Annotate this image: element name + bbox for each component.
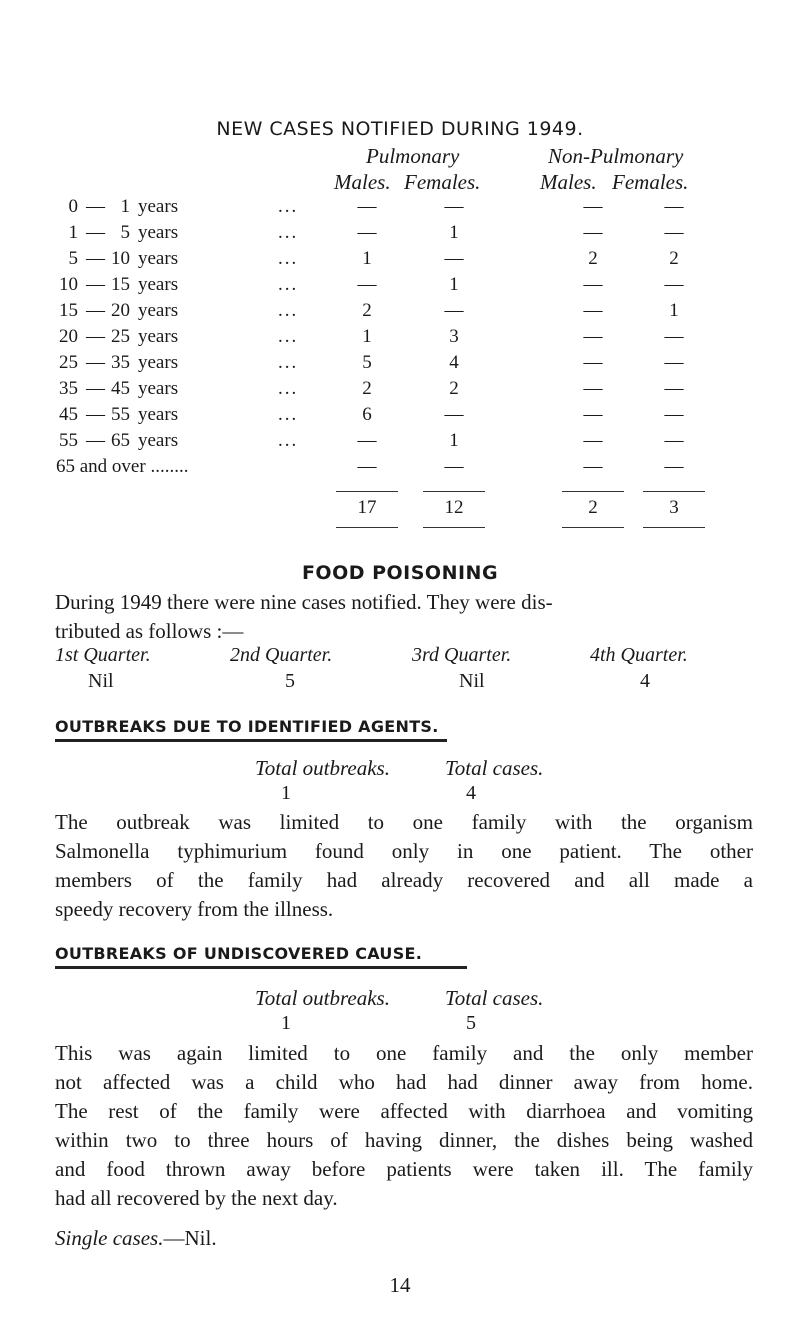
food-poisoning-intro (55, 588, 753, 646)
leader-dots: ... (278, 378, 299, 399)
pulmonary-males-cell: — (357, 430, 377, 451)
age-unit: years (138, 222, 179, 243)
paragraph-line: within two to three hours of having dinner, the dishes being washed (55, 1128, 753, 1152)
pulmonary-males-cell: — (357, 456, 377, 477)
nonpulmonary-males-cell: — (583, 430, 603, 451)
nonpulmonary-females-cell: — (664, 430, 684, 451)
age-to: 20 (111, 300, 130, 321)
nonpulmonary-females-cell: — (664, 326, 684, 347)
nonpulmonary-females-cell: — (664, 196, 684, 217)
identified-total-cases: 4 (466, 782, 476, 804)
pulmonary-females-cell: 3 (449, 326, 459, 347)
age-from: 45 (59, 404, 78, 425)
age-to: 35 (111, 352, 130, 373)
pulmonary-females-cell: — (444, 456, 464, 477)
pulmonary-males-cell: 2 (362, 300, 372, 321)
age-to: 25 (111, 326, 130, 347)
nonpulmonary-females-cell: — (664, 456, 684, 477)
paragraph-line: Salmonella typhimurium found only in one patient. The other (55, 839, 753, 863)
age-from: 20 (59, 326, 78, 347)
pulmonary-females-total: 12 (444, 497, 464, 518)
quarter-label: 1st Quarter. (55, 644, 151, 666)
nonpulmonary-females-cell: 2 (669, 248, 679, 269)
intro-line: During 1949 there were nine cases notified. They were dis- (55, 590, 553, 614)
col-nonpulmonary-males: Males. (540, 170, 597, 194)
food-poisoning-heading: FOOD POISONING (301, 562, 499, 584)
nonpulmonary-males-cell: — (583, 196, 603, 217)
single-cases-line (55, 1226, 217, 1251)
age-unit: years (138, 404, 179, 425)
table-row: 0 — 1 years ... — — — — (0, 196, 800, 222)
table-row: 55 — 65 years ... — 1 — — (0, 430, 800, 456)
quarter-label: 3rd Quarter. (412, 644, 512, 666)
identified-agents-heading: OUTBREAKS DUE TO IDENTIFIED AGENTS. (55, 717, 439, 736)
age-to: 65 (111, 430, 130, 451)
page-number: 14 (389, 1273, 411, 1297)
pulmonary-females-cell: 2 (449, 378, 459, 399)
leader-dots: ... (278, 300, 299, 321)
age-from: 10 (59, 274, 78, 295)
undiscovered-total-outbreaks-label: Total outbreaks. (255, 986, 390, 1010)
quarter-label: 2nd Quarter. (230, 644, 333, 666)
paragraph-line: This was again limited to one family and the only member (55, 1041, 753, 1065)
nonpulmonary-males-total: 2 (588, 497, 598, 518)
quarter-value: Nil (459, 670, 485, 692)
pulmonary-females-cell: 1 (449, 222, 459, 243)
nonpulmonary-females-cell: — (664, 274, 684, 295)
total-rule (562, 527, 624, 528)
age-from: 15 (59, 300, 78, 321)
age-to: 55 (111, 404, 130, 425)
leader-dots: ... (278, 274, 299, 295)
pulmonary-males-cell: 1 (362, 248, 372, 269)
nonpulmonary-males-cell: — (583, 274, 603, 295)
undiscovered-total-cases: 5 (466, 1012, 476, 1034)
single-cases-label: Single cases. (55, 1226, 164, 1250)
identified-total-cases-label: Total cases. (445, 756, 544, 780)
table-row: 5 — 10 years ... 1 — 2 2 (0, 248, 800, 274)
pulmonary-females-cell: — (444, 404, 464, 425)
total-rule (643, 527, 705, 528)
paragraph-line: members of the family had already recovered and all made a (55, 868, 753, 892)
table-row: 35 — 45 years ... 2 2 — — (0, 378, 800, 404)
age-to: 45 (111, 378, 130, 399)
nonpulmonary-females-cell: — (664, 378, 684, 399)
pulmonary-females-cell: 4 (449, 352, 459, 373)
group-non-pulmonary: Non-Pulmonary (548, 144, 684, 168)
paragraph-line: The rest of the family were affected with diarrhoea and vomiting (55, 1099, 753, 1123)
paragraph-line: speedy recovery from the illness. (55, 897, 334, 921)
age-from: 25 (59, 352, 78, 373)
nonpulmonary-males-cell: — (583, 326, 603, 347)
pulmonary-males-cell: 2 (362, 378, 372, 399)
nonpulmonary-females-cell: — (664, 222, 684, 243)
pulmonary-males-total: 17 (357, 497, 377, 518)
pulmonary-males-cell: 1 (362, 326, 372, 347)
total-rule (336, 527, 398, 528)
leader-dots: ... (278, 430, 299, 451)
age-unit: years (138, 300, 179, 321)
pulmonary-males-cell: 6 (362, 404, 372, 425)
heading-underline (55, 966, 467, 969)
quarter-label: 4th Quarter. (590, 644, 688, 666)
leader-dots: ... (278, 326, 299, 347)
identified-total-outbreaks-label: Total outbreaks. (255, 756, 390, 780)
age-unit: years (138, 352, 179, 373)
table-row: 1 — 5 years ... — 1 — — (0, 222, 800, 248)
age-unit: years (138, 196, 179, 217)
page-title: NEW CASES NOTIFIED DURING 1949. (216, 118, 584, 140)
leader-dots: ... (278, 248, 299, 269)
paragraph-line: The outbreak was limited to one family with the organism (55, 810, 753, 834)
pulmonary-females-cell: 1 (449, 430, 459, 451)
nonpulmonary-males-cell: — (583, 404, 603, 425)
heading-underline (55, 739, 447, 742)
table-row (0, 456, 800, 482)
group-pulmonary: Pulmonary (366, 144, 460, 168)
pulmonary-females-cell: 1 (449, 274, 459, 295)
age-unit: years (138, 378, 179, 399)
paragraph-line: had all recovered by the next day. (55, 1186, 338, 1210)
leader-dots: ... (278, 196, 299, 217)
nonpulmonary-males-cell: — (583, 222, 603, 243)
total-rule (643, 491, 705, 492)
pulmonary-females-cell: — (444, 196, 464, 217)
table-row: 10 — 15 years ... — 1 — — (0, 274, 800, 300)
table-row: 20 — 25 years ... 1 3 — — (0, 326, 800, 352)
age-from: 35 (59, 378, 78, 399)
pulmonary-males-cell: — (357, 222, 377, 243)
nonpulmonary-females-cell: 1 (669, 300, 679, 321)
undiscovered-total-cases-label: Total cases. (445, 986, 544, 1010)
nonpulmonary-males-cell: — (583, 456, 603, 477)
age-unit: years (138, 274, 179, 295)
undiscovered-total-outbreaks: 1 (281, 1012, 291, 1034)
leader-dots: ... (278, 404, 299, 425)
total-rule (423, 491, 485, 492)
quarter-value: 5 (285, 670, 295, 692)
table-row: 45 — 55 years ... 6 — — — (0, 404, 800, 430)
age-to: 5 (120, 222, 130, 243)
total-rule (562, 491, 624, 492)
age-unit: years (138, 248, 179, 269)
col-pulmonary-males: Males. (334, 170, 391, 194)
age-label: 65 and over ........ (56, 456, 189, 477)
quarter-value: Nil (88, 670, 114, 692)
intro-line: tributed as follows :— (55, 619, 244, 643)
quarter-value: 4 (640, 670, 650, 692)
identified-total-outbreaks: 1 (281, 782, 291, 804)
nonpulmonary-females-cell: — (664, 404, 684, 425)
total-rule (423, 527, 485, 528)
nonpulmonary-males-cell: — (583, 300, 603, 321)
pulmonary-males-cell: — (357, 274, 377, 295)
nonpulmonary-males-cell: — (583, 378, 603, 399)
nonpulmonary-females-cell: — (664, 352, 684, 373)
identified-paragraph (55, 808, 753, 924)
single-cases-value: —Nil. (163, 1226, 217, 1250)
nonpulmonary-males-cell: — (583, 352, 603, 373)
table-row: 15 — 20 years ... 2 — — 1 (0, 300, 800, 326)
col-nonpulmonary-females: Females. (612, 170, 689, 194)
age-unit: years (138, 430, 179, 451)
age-from: 1 (68, 222, 78, 243)
age-from: 0 (68, 196, 78, 217)
total-rule (336, 491, 398, 492)
pulmonary-males-cell: — (357, 196, 377, 217)
leader-dots: ... (278, 222, 299, 243)
undiscovered-paragraph (55, 1039, 753, 1213)
age-to: 1 (120, 196, 130, 217)
age-from: 5 (68, 248, 78, 269)
pulmonary-males-cell: 5 (362, 352, 372, 373)
age-to: 15 (111, 274, 130, 295)
age-to: 10 (111, 248, 130, 269)
paragraph-line: not affected was a child who had had dinner away from home. (55, 1070, 753, 1094)
pulmonary-females-cell: — (444, 300, 464, 321)
undiscovered-cause-heading: OUTBREAKS OF UNDISCOVERED CAUSE. (55, 944, 423, 963)
leader-dots: ... (278, 352, 299, 373)
totals-row (0, 497, 800, 523)
table-row: 25 — 35 years ... 5 4 — — (0, 352, 800, 378)
pulmonary-females-cell: — (444, 248, 464, 269)
age-from: 55 (59, 430, 78, 451)
nonpulmonary-males-cell: 2 (588, 248, 598, 269)
age-unit: years (138, 326, 179, 347)
nonpulmonary-females-total: 3 (669, 497, 679, 518)
paragraph-line: and food thrown away before patients were taken ill. The family (55, 1157, 753, 1181)
col-pulmonary-females: Females. (404, 170, 481, 194)
